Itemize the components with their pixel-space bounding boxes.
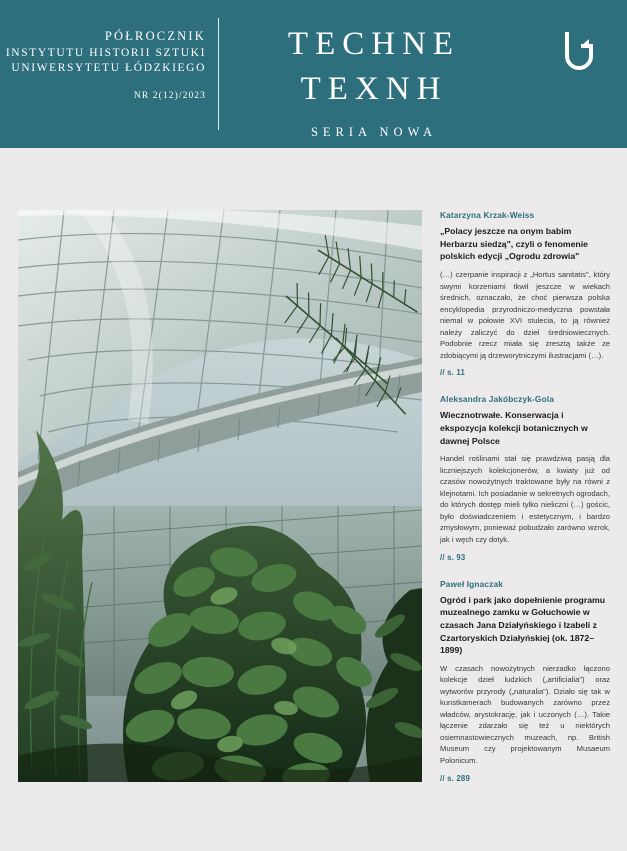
entry-page-reference: // s. 93 (440, 552, 466, 562)
page-title: TECHNE (287, 26, 461, 62)
cover-body (0, 148, 627, 851)
entry-title: „Polacy jeszcze na onym babim Herbarzu siedzą", czyli o fenomenie polskich edycji „Ogrodu zdrowia" (440, 226, 588, 262)
page-title-greek: TEXNH (300, 71, 448, 108)
entry-page-reference: // s. 11 (440, 368, 466, 378)
issue-number: NR 2(12)/2023 (133, 90, 206, 101)
publisher-line-2: INSTYTUTU HISTORII SZTUKI (5, 46, 206, 59)
entry-title: Ogród i park jako dopełnienie programu muzealnego zamku w Gołuchowie w czasach Jana Działyńskiego i Izabeli z Czartoryskich Działyńskiej (ok. 1872–1899) (440, 594, 606, 656)
entry-abstract: W czasach nowożytnych nierzadko łączono kolekcje dzieł ludzkich („artificialia") oraz wytworów przyrody („naturalia"). Działo się tak w kunstkamerach budowanych zarówno przez władców, arystokrację, jak i uczonych (…). Takie łączenie zdarzało się też u niektórych osiemnastowiecznych muzeach, np. British Museum czy projektowanym Musaeum Polonicum. (440, 663, 610, 766)
entry-title: Wiecznotrwałe. Konserwacja i ekspozycja kolekcji botanicznych w dawnej Polsce (440, 410, 588, 446)
uni-lodz-logo-icon (563, 30, 597, 70)
cover-header (0, 0, 627, 148)
entry-abstract: (…) czerpanie inspiracji z „Hortus sanitatis", który swymi korzeniami tkwił jeszcze w wiekach średnich, oznaczało, że choć pierwsza polska encyklopedia przyrodniczo-medyczna powstała niemal w połowie XVI stulecia, to ją również należy zaliczyć do dzieł średniowiecznych. Podobnie rzecz miała się zresztą także ze zdobiącymi ją drzeworytniczymi ilustracjami (…). (440, 270, 610, 360)
journal-title-block (219, 24, 529, 140)
entry-author: Aleksandra Jakóbczyk-Gola (440, 394, 554, 405)
entry-page-reference: // s. 289 (440, 773, 470, 783)
entry-abstract: Handel roślinami stał się prawdziwą pasją dla liczniejszych kolekcjonerów, a kwiaty już od czasów nowożytnych traktowane były na równi z klejnotami. Ich posiadanie w sekretnych ogrodach, do których dostęp mieli tylko nieliczni (…) gościc, było doświadczeniem i estetycznym, i bardzo zmysłowym, ponieważ pobudzało zarówno wzrok, jak i węch czy dotyk. (440, 454, 610, 544)
list-item[interactable] (440, 394, 610, 561)
entry-author: Katarzyna Krzak-Weiss (440, 210, 535, 220)
publisher-line-3: UNIWERSYTETU ŁÓDZKIEGO (11, 62, 206, 75)
series-subtitle: SERIA NOWA (310, 124, 438, 139)
list-item[interactable] (440, 579, 610, 783)
list-item[interactable] (440, 210, 610, 377)
publisher-block (0, 28, 218, 101)
entry-author: Paweł Ignaczak (440, 578, 503, 589)
cover-photograph (18, 210, 422, 782)
contents-column (440, 210, 610, 800)
publisher-line-1: PÓŁROCZNIK (104, 29, 206, 43)
